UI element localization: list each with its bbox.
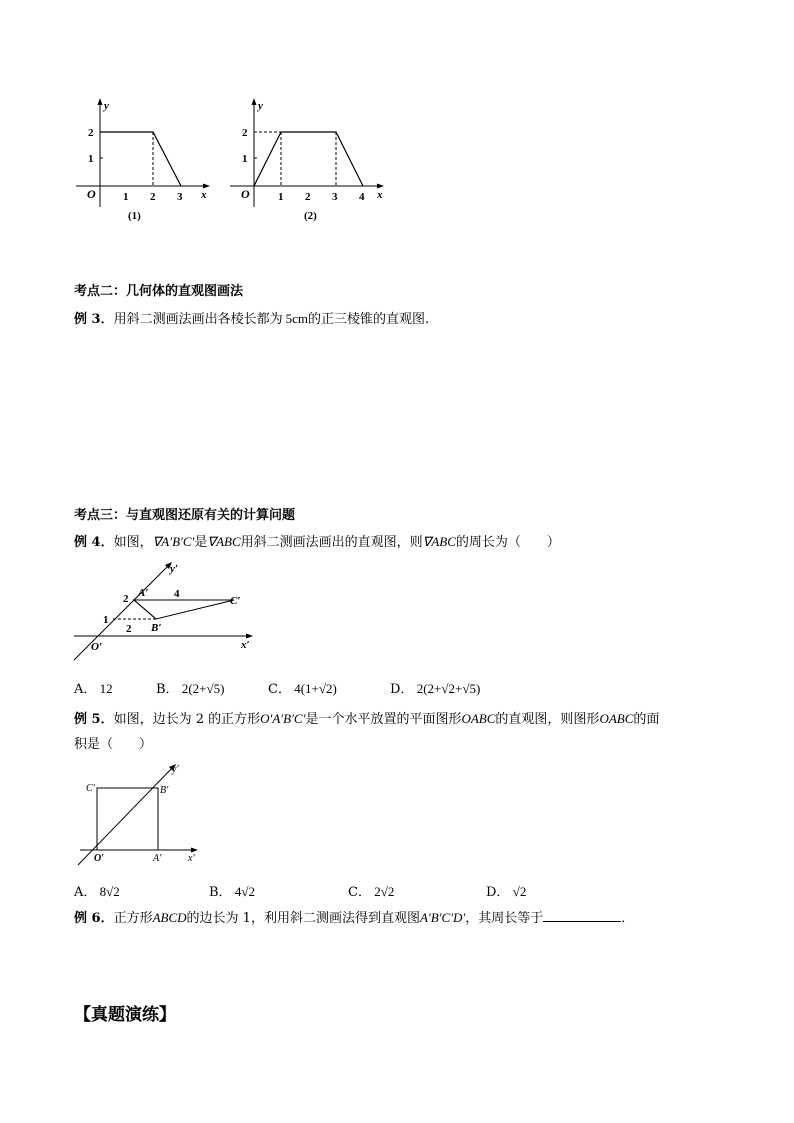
graph2-x-label: x: [377, 189, 383, 201]
example-5-label: 例 5．: [74, 712, 114, 727]
graph1-y-label: y: [104, 100, 109, 112]
example-3: 例 3．用斜二测画法画出各棱长都为 5cm的正三棱锥的直观图.: [74, 311, 430, 327]
example-6: 例 6．正方形ABCD的边长为 1，利用斜二测画法得到直观图A′B′C′D′，其周长等于 ．: [74, 910, 635, 926]
example-4-label: 例 4．: [74, 535, 114, 550]
ex4-option-d[interactable]: D． 2(2+√2+√5): [390, 681, 481, 697]
example-3-label: 例 3．: [74, 312, 114, 327]
graph2-xtick-2: 2: [305, 191, 311, 203]
ex4-option-a[interactable]: A． 12: [74, 681, 113, 697]
example-4: 例 4．如图，∇A′B′C′是∇ABC用斜二测画法画出的直观图，则∇ABC的周长为（ ）: [74, 534, 560, 550]
example-5-line-2: 积是（ ）: [74, 737, 153, 752]
example-5-figure: [70, 760, 210, 870]
graph1-xtick-1: 1: [123, 191, 129, 203]
section-3-title: 考点三：与直观图还原有关的计算问题: [74, 508, 296, 523]
graph2-xtick-1: 1: [278, 191, 284, 203]
ex4-y-axis-label: y′: [170, 563, 178, 575]
graph1-xtick-2: 2: [150, 191, 156, 203]
graph2-ytick-2: 2: [242, 127, 248, 139]
graph1-ytick-2: 2: [88, 127, 94, 139]
graph1-x-label: x: [201, 189, 207, 201]
ex5-x-axis-label: x′: [188, 853, 195, 864]
ex5-point-a: A′: [153, 853, 162, 864]
ex4-option-b[interactable]: B． 2(2+√5): [156, 681, 225, 697]
graph2-xtick-4: 4: [359, 191, 365, 203]
graph-1: [70, 95, 220, 225]
ex5-y-axis-label: y′: [172, 764, 179, 775]
section-2-title: 考点二：几何体的直观图画法: [74, 284, 244, 299]
graph2-ytick-1: 1: [242, 153, 248, 165]
graph1-caption: (1): [128, 210, 141, 222]
ex4-x-axis-label: x′: [241, 639, 250, 651]
graph1-xtick-3: 3: [177, 191, 183, 203]
graph-2: [224, 95, 394, 225]
graph2-caption: (2): [304, 210, 317, 222]
ex5-point-c: C′: [86, 783, 95, 794]
graph1-origin: O: [87, 187, 96, 201]
ex4-origin-label: O′: [91, 641, 103, 653]
ex5-option-d[interactable]: D． √2: [486, 884, 527, 900]
ex4-point-a: A′: [138, 587, 149, 599]
ex4-option-c[interactable]: C． 4(1+√2): [268, 681, 337, 697]
ex4-label-4: 4: [174, 588, 180, 600]
ex4-point-b: B′: [151, 622, 162, 634]
ex5-point-o: O′: [94, 853, 105, 864]
ex5-option-a[interactable]: A． 8√2: [74, 884, 120, 900]
ex4-point-c: C′: [230, 595, 241, 607]
example-6-label: 例 6．: [74, 911, 114, 926]
example-4-figure: [66, 558, 266, 662]
ex5-option-b[interactable]: B． 4√2: [209, 884, 255, 900]
graph1-ytick-1: 1: [88, 153, 94, 165]
ex5-point-b: B′: [160, 785, 169, 796]
ex5-option-c[interactable]: C． 2√2: [348, 884, 395, 900]
graph2-y-label: y: [258, 100, 263, 112]
ex4-label-1: 1: [103, 614, 109, 626]
example-5: 例 5．如图，边长为 2 的正方形O′A′B′C′是一个水平放置的平面图形OABC的直观图，则图形OABC的面: [74, 711, 660, 727]
answer-blank[interactable]: [543, 909, 621, 922]
ex4-label-2-left: 2: [123, 593, 129, 605]
practice-title: 【真题演练】: [74, 1005, 176, 1025]
graph2-origin: O: [241, 187, 250, 201]
graph2-xtick-3: 3: [332, 191, 338, 203]
ex4-label-2-bottom: 2: [126, 623, 132, 635]
